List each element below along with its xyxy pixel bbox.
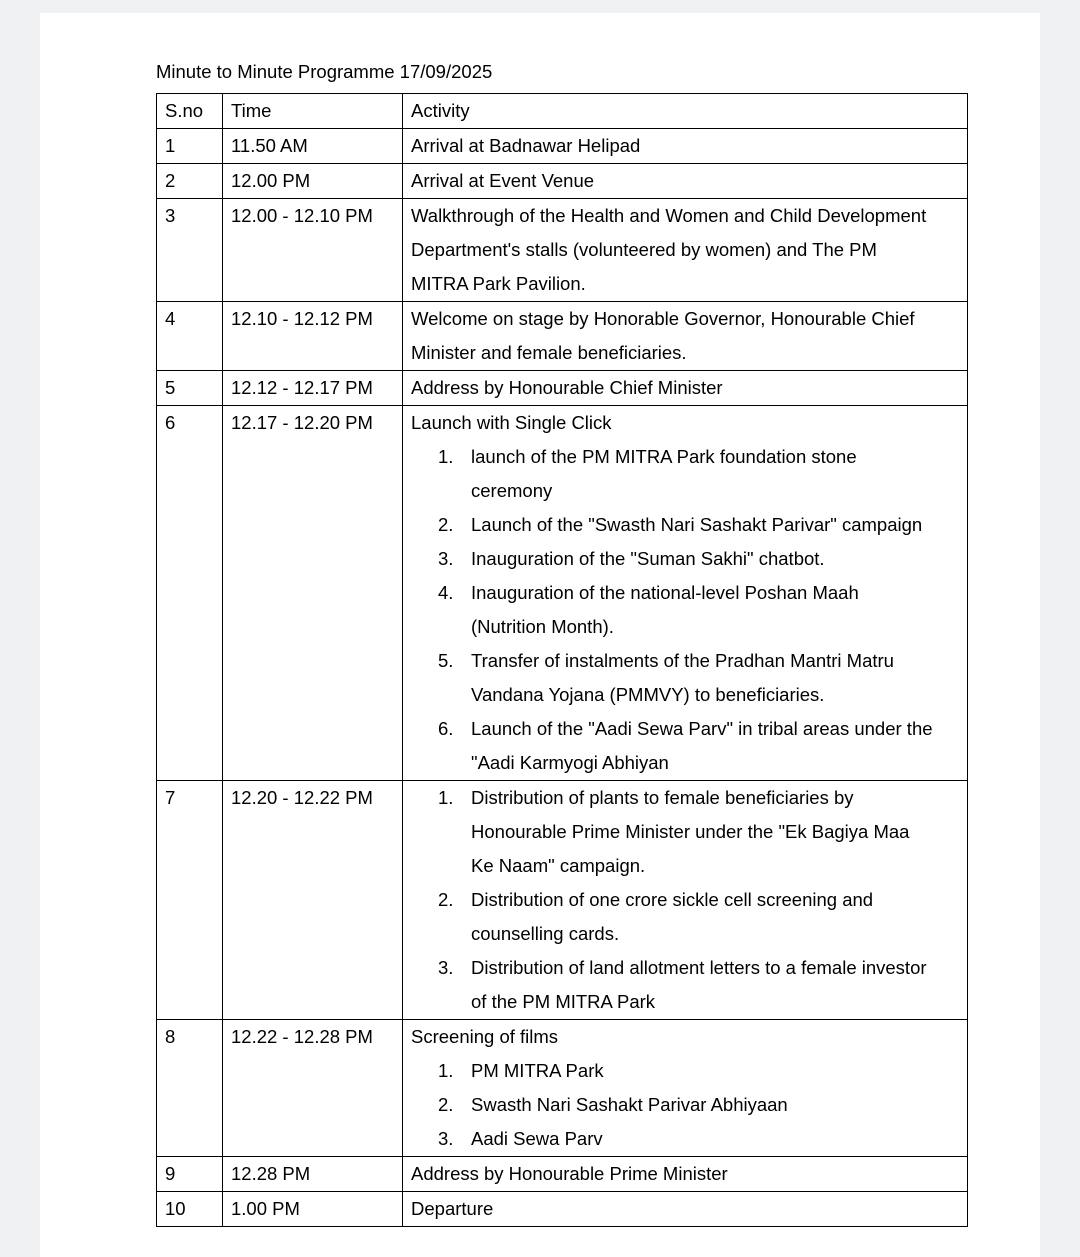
list-item <box>411 781 935 883</box>
activity-cell <box>403 406 968 781</box>
list-item <box>411 542 935 576</box>
list-item <box>411 951 935 1019</box>
list-item-number: 1. <box>438 787 454 808</box>
time-cell: 12.12 - 12.17 PM <box>223 371 403 406</box>
activity-cell <box>403 199 968 302</box>
table-row <box>157 1192 968 1227</box>
table-row <box>157 1157 968 1192</box>
list-item-number: 3. <box>438 548 454 569</box>
list-item-number: 6. <box>438 718 454 739</box>
sno-cell: 9 <box>157 1157 223 1192</box>
list-item <box>411 508 935 542</box>
sno-cell: 5 <box>157 371 223 406</box>
list-item-number: 3. <box>438 957 454 978</box>
list-item-number: 5. <box>438 650 454 671</box>
table-header-row <box>157 94 968 129</box>
list-item-number: 2. <box>438 1094 454 1115</box>
activity-cell <box>403 302 968 371</box>
list-item-text: Inauguration of the national-level Poshan Maah (Nutrition Month). <box>471 582 859 637</box>
activity-cell <box>403 1157 968 1192</box>
activity-text: Welcome on stage by Honorable Governor, Honourable Chief Minister and female beneficiaries. <box>411 308 915 363</box>
list-item-text: Distribution of plants to female beneficiaries by Honourable Prime Minister under the "Ek Bagiya Maa Ke Naam" campaign. <box>471 787 910 876</box>
document-page <box>40 13 1040 1257</box>
activity-cell <box>403 371 968 406</box>
activity-cell <box>403 129 968 164</box>
list-item <box>411 644 935 712</box>
activity-cell <box>403 1192 968 1227</box>
time-cell: 11.50 AM <box>223 129 403 164</box>
list-item <box>411 1054 935 1088</box>
activity-text: Walkthrough of the Health and Women and Child Development Department's stalls (volunteered by women) and The PM MITRA Park Pavilion. <box>411 205 927 294</box>
time-cell: 12.00 - 12.10 PM <box>223 199 403 302</box>
table-row <box>157 199 968 302</box>
time-cell: 12.00 PM <box>223 164 403 199</box>
time-cell: 12.20 - 12.22 PM <box>223 781 403 1020</box>
activity-cell <box>403 781 968 1020</box>
document-title: Minute to Minute Programme 17/09/2025 <box>156 61 493 82</box>
list-item-number: 1. <box>438 446 454 467</box>
list-item-number: 1. <box>438 1060 454 1081</box>
time-cell: 1.00 PM <box>223 1192 403 1227</box>
list-item-text: Distribution of land allotment letters to a female investor of the PM MITRA Park <box>471 957 927 1012</box>
list-item-text: launch of the PM MITRA Park foundation stone ceremony <box>471 446 857 501</box>
activity-cell <box>403 164 968 199</box>
sno-cell: 3 <box>157 199 223 302</box>
document-content <box>40 13 1040 1227</box>
sno-cell: 10 <box>157 1192 223 1227</box>
header-sno: S.no <box>157 94 223 129</box>
list-item-text: Launch of the "Swasth Nari Sashakt Parivar" campaign <box>471 514 923 535</box>
list-item-number: 4. <box>438 582 454 603</box>
list-item-text: Launch of the "Aadi Sewa Parv" in tribal areas under the "Aadi Karmyogi Abhiyan <box>471 718 933 773</box>
activity-intro: Screening of films <box>411 1026 559 1047</box>
list-item <box>411 1088 935 1122</box>
sno-cell: 4 <box>157 302 223 371</box>
time-cell: 12.17 - 12.20 PM <box>223 406 403 781</box>
list-item-number: 2. <box>438 889 454 910</box>
time-cell: 12.10 - 12.12 PM <box>223 302 403 371</box>
table-row <box>157 129 968 164</box>
list-item-text: Transfer of instalments of the Pradhan Mantri Matru Vandana Yojana (PMMVY) to beneficiaries. <box>471 650 894 705</box>
list-item-number: 3. <box>438 1128 454 1149</box>
activity-text: Arrival at Event Venue <box>411 170 595 191</box>
sno-cell: 2 <box>157 164 223 199</box>
list-item <box>411 712 935 780</box>
table-row <box>157 371 968 406</box>
time-cell: 12.28 PM <box>223 1157 403 1192</box>
sno-cell: 8 <box>157 1020 223 1157</box>
list-item <box>411 440 935 508</box>
sno-cell: 6 <box>157 406 223 781</box>
list-item <box>411 883 935 951</box>
activity-intro: Launch with Single Click <box>411 412 612 433</box>
activity-cell <box>403 1020 968 1157</box>
activity-text: Departure <box>411 1198 494 1219</box>
header-activity: Activity <box>403 94 968 129</box>
table-row <box>157 781 968 1020</box>
activity-text: Address by Honourable Chief Minister <box>411 377 723 398</box>
list-item-text: Distribution of one crore sickle cell screening and counselling cards. <box>471 889 874 944</box>
sno-cell: 1 <box>157 129 223 164</box>
sno-cell: 7 <box>157 781 223 1020</box>
time-cell: 12.22 - 12.28 PM <box>223 1020 403 1157</box>
list-item-text: Aadi Sewa Parv <box>471 1128 603 1149</box>
list-item-text: Inauguration of the "Suman Sakhi" chatbot. <box>471 548 825 569</box>
table-row <box>157 406 968 781</box>
list-item <box>411 1122 935 1156</box>
table-row <box>157 164 968 199</box>
list-item-text: Swasth Nari Sashakt Parivar Abhiyaan <box>471 1094 788 1115</box>
programme-table <box>156 93 968 1227</box>
list-item-text: PM MITRA Park <box>471 1060 604 1081</box>
list-item <box>411 576 935 644</box>
header-time: Time <box>223 94 403 129</box>
list-item-number: 2. <box>438 514 454 535</box>
activity-text: Arrival at Badnawar Helipad <box>411 135 641 156</box>
activity-text: Address by Honourable Prime Minister <box>411 1163 728 1184</box>
table-row <box>157 302 968 371</box>
table-row <box>157 1020 968 1157</box>
